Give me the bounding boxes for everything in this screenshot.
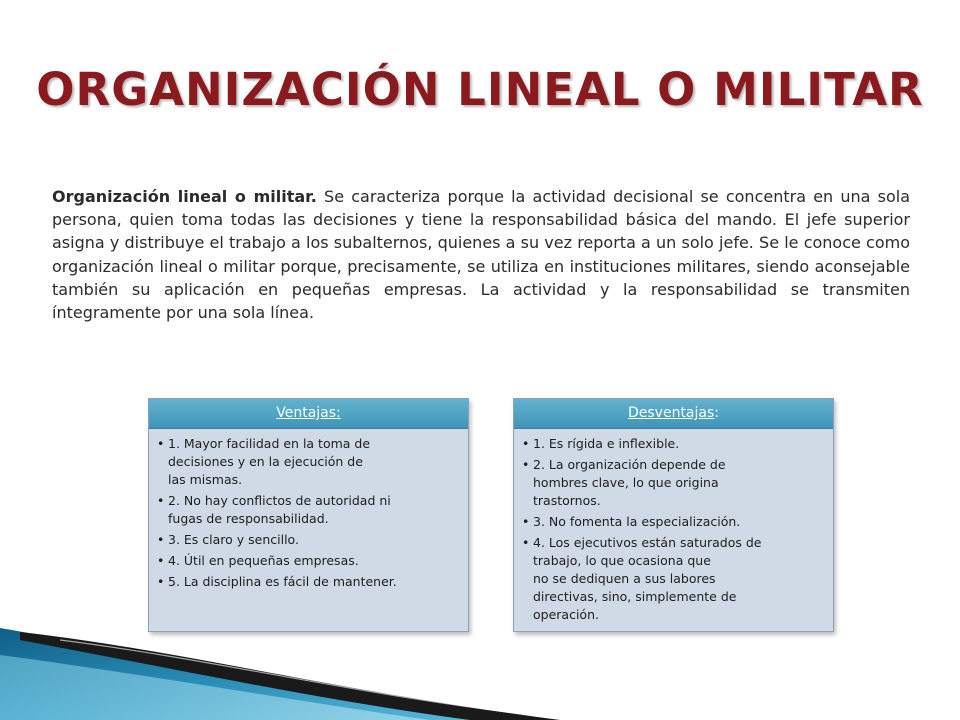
ventajas-box <box>148 398 469 632</box>
desventajas-header <box>514 399 833 429</box>
ventajas-item: • 1. Mayor facilidad en la toma de decisiones y en la ejecución de las mismas. <box>157 435 458 489</box>
ventajas-item: • 2. No hay conflictos de autoridad ni fugas de responsabilidad. <box>157 492 458 528</box>
ventajas-header-label: Ventajas: <box>276 405 341 421</box>
ventajas-item: • 4. Útil en pequeñas empresas. <box>157 552 458 570</box>
desventajas-list <box>514 429 833 624</box>
desventajas-item: • 1. Es rígida e inflexible. <box>522 435 823 453</box>
ventajas-header <box>149 399 468 429</box>
ventajas-item: • 5. La disciplina es fácil de mantener. <box>157 573 458 591</box>
desventajas-item: • 2. La organización depende de hombres clave, lo que origina trastornos. <box>522 456 823 510</box>
desventajas-item: • 4. Los ejecutivos están saturados de trabajo, lo que ocasiona que no se dediquen a sus labores directivas, sino, simplemente de operación. <box>522 534 823 624</box>
body-paragraph <box>52 185 910 324</box>
desventajas-header-colon: : <box>714 405 719 421</box>
slide-title: ORGANIZACIÓN LINEAL O MILITAR <box>36 63 924 116</box>
desventajas-header-label: Desventajas <box>627 405 715 421</box>
paragraph-lead: Organización lineal o militar. <box>52 187 317 206</box>
desventajas-item: • 3. No fomenta la especialización. <box>522 513 823 531</box>
ventajas-item: • 3. Es claro y sencillo. <box>157 531 458 549</box>
paragraph-text: Se caracteriza porque la actividad decisional se concentra en una sola persona, quien toma todas las decisiones y tiene la responsabilidad básica del mando. El jefe superior asigna y distribuye el trabajo a los subalternos, quienes a su vez reporta a un solo jefe. Se le conoce como organización lineal o militar porque, precisamente, se utiliza en instituciones militares, siendo aconsejable también su aplicación en pequeñas empresas. La actividad y la responsabilidad se transmiten íntegramente por una sola línea. <box>52 187 911 323</box>
desventajas-box <box>513 398 834 632</box>
ventajas-list <box>149 429 468 591</box>
